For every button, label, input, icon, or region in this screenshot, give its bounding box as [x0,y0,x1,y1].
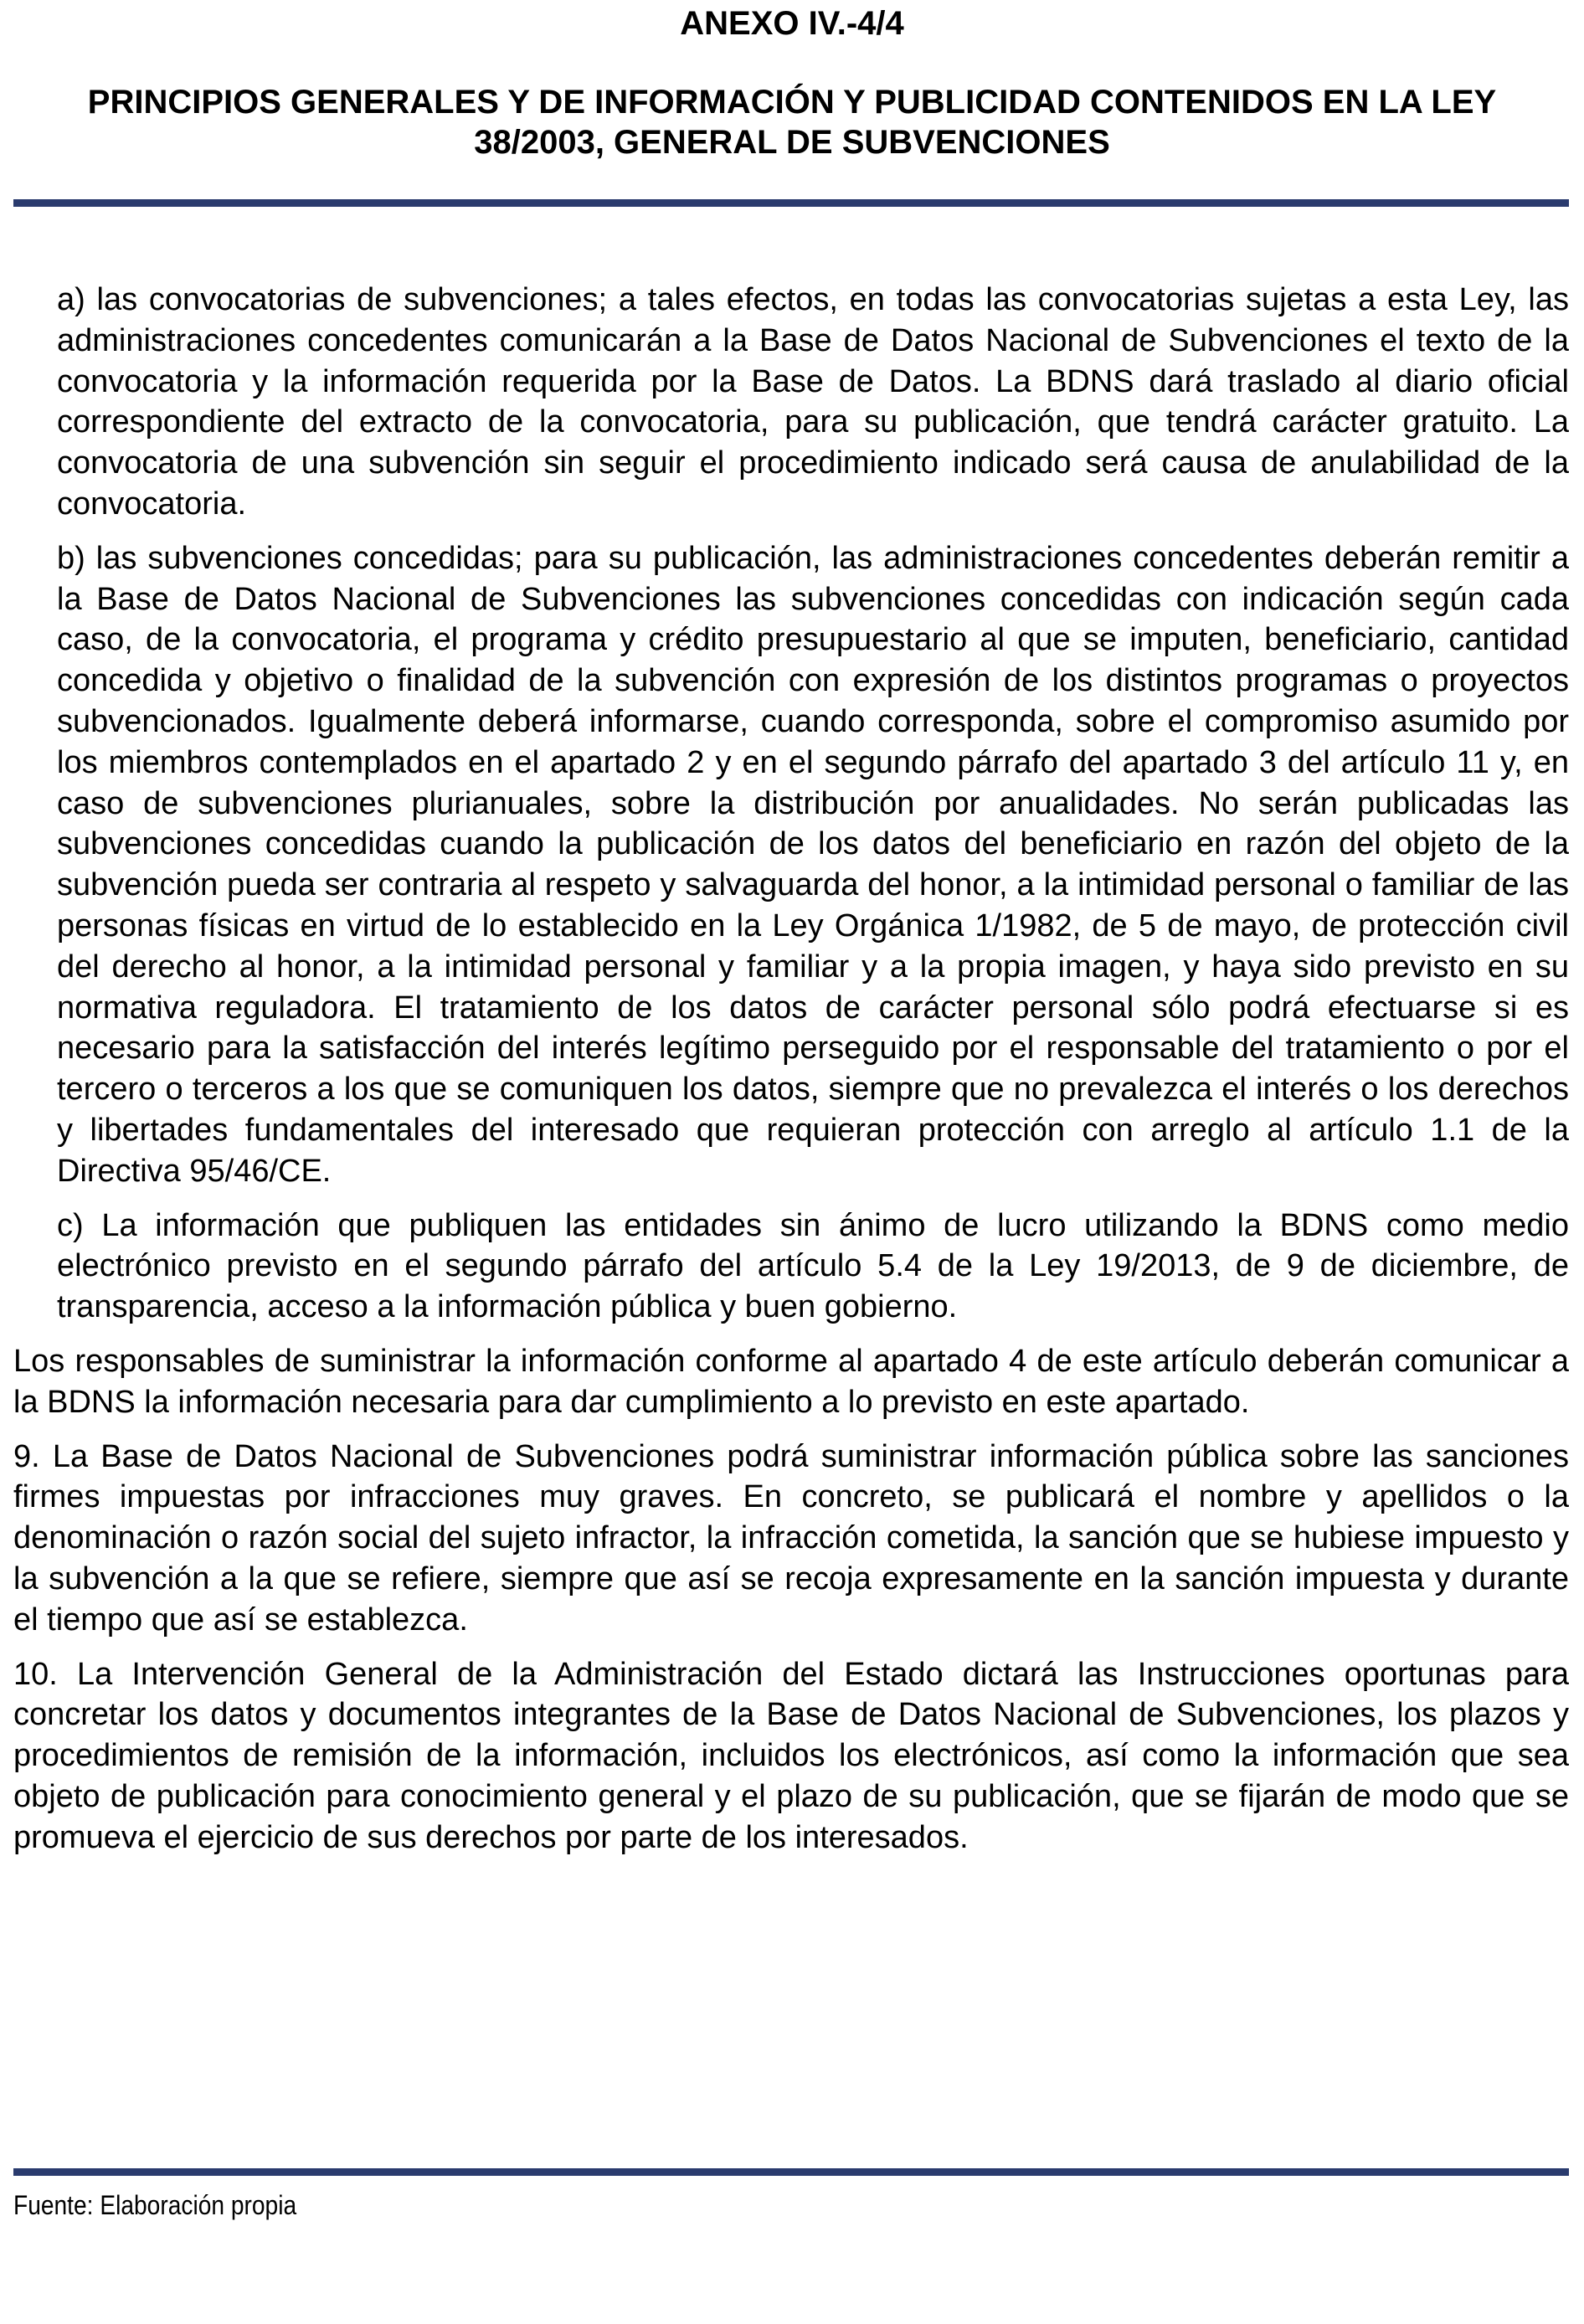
paragraph-9: 9. La Base de Datos Nacional de Subvenciones podrá suministrar información pública sobre las sanciones firmes impuestas por infracciones muy graves. En concreto, se publicará el nombre y apellidos o la denominación o razón social del sujeto infractor, la infracción cometida, la sanción que se hubiese impuesto y la subvención a la que se refiere, siempre que así se recoja expresamente en la sanción impuesta y durante el tiempo que así se establezca. [13,1438,1569,1638]
bottom-divider [13,2168,1569,2176]
paragraph-a: a) las convocatorias de subvenciones; a tales efectos, en todas las convocatorias sujetas a esta Ley, las administraciones concedentes comunicarán a la Base de Datos Nacional de Subvenciones el texto de la convocatoria y la información requerida por la Base de Datos. La BDNS dará traslado al diario oficial correspondiente del extracto de la convocatoria, para su publicación, que tendrá carácter gratuito. La convocatoria de una subvención sin seguir el procedimiento indicado será causa de anulabilidad de la convocatoria. [57,282,1569,522]
page-title: ANEXO IV.-4/4 [680,5,904,42]
paragraph-responsables: Los responsables de suministrar la información conforme al apartado 4 de este artículo deberán comunicar a la BDNS la información necesaria para dar cumplimiento a lo previsto en este apartado. [13,1343,1569,1420]
paragraph-c: c) La información que publiquen las entidades sin ánimo de lucro utilizando la BDNS como medio electrónico previsto en el segundo párrafo del artículo 5.4 de la Ley 19/2013, de 9 de diciembre, de transparencia, acceso a la información pública y buen gobierno. [57,1207,1569,1325]
paragraph-10: 10. La Intervención General de la Administración del Estado dictará las Instrucciones oportunas para concretar los datos y documentos integrantes de la Base de Datos Nacional de Subvenciones, los plazos y procedimientos de remisión de la información, incluidos los electrónicos, así como la información que sea objeto de publicación para conocimiento general y el plazo de su publicación, que se fijarán de modo que se promueva el ejercicio de sus derechos por parte de los interesados. [13,1656,1569,1855]
source-note: Fuente: Elaboración propia [13,2190,297,2220]
document-body [13,280,1569,1858]
top-divider [13,199,1569,207]
paragraph-b: b) las subvenciones concedidas; para su publicación, las administraciones concedentes deberán remitir a la Base de Datos Nacional de Subvenciones las subvenciones concedidas con indicación según cada caso, de la convocatoria, el programa y crédito presupuestario al que se imputen, beneficiario, cantidad concedida y objetivo o finalidad de la subvención con expresión de los distintos programas o proyectos subvencionados. Igualmente deberá informarse, cuando corresponda, sobre el compromiso asumido por los miembros contemplados en el apartado 2 y en el segundo párrafo del apartado 3 del artículo 11 y, en caso de subvenciones plurianuales, sobre la distribución por anualidades. No serán publicadas las subvenciones concedidas cuando la publicación de los datos del beneficiario en razón del objeto de la subvención pueda ser contraria al respeto y salvaguarda del honor, a la intimidad personal o familiar de las personas físicas en virtud de lo establecido en la Ley Orgánica 1/1982, de 5 de mayo, de protección civil del derecho al honor, a la intimidad personal y familiar y a la propia imagen, y haya sido previsto en su normativa reguladora. El tratamiento de los datos de carácter personal sólo podrá efectuarse si es necesario para la satisfacción del interés legítimo perseguido por el responsable del tratamiento o por el tercero o terceros a los que se comuniquen los datos, siempre que no prevalezca el interés o los derechos y libertades fundamentales del interesado que requieran protección con arreglo al artículo 1.1 de la Directiva 95/46/CE. [57,540,1569,1189]
page-subtitle: PRINCIPIOS GENERALES Y DE INFORMACIÓN Y PUBLICIDAD CONTENIDOS EN LA LEY 38/2003, GENERAL DE SUBVENCIONES [87,84,1497,161]
